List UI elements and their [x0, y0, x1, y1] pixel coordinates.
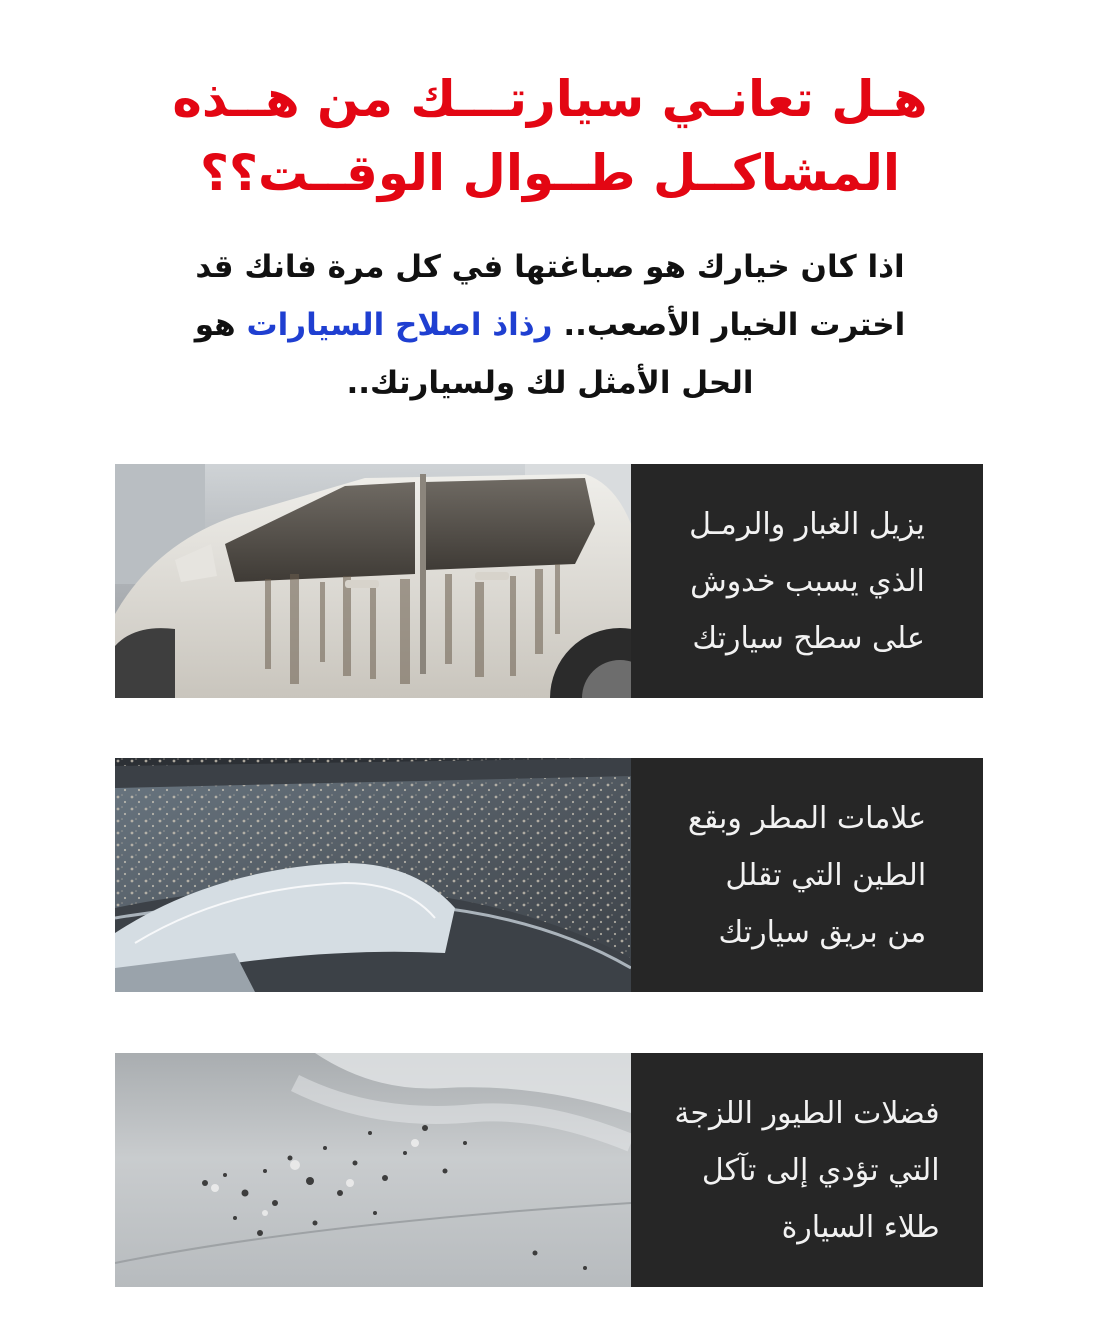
caption-box: [631, 464, 983, 698]
intro-paragraph: [150, 238, 950, 412]
caption-line: فضلات الطيور اللزجة: [674, 1095, 940, 1131]
caption-line: الطين التي تقلل: [725, 857, 927, 893]
caption-line: طلاء السيارة: [781, 1209, 940, 1245]
intro-line-2-end: هو: [194, 307, 247, 343]
bird-droppings-car-hood-photo: [115, 1053, 631, 1287]
problem-card-dust: [115, 464, 983, 698]
headline: [120, 62, 980, 210]
caption-line: يزيل الغبار والرمـل: [689, 506, 925, 542]
headline-line-2: المشاكــل طــوال الوقــت؟؟: [199, 144, 901, 202]
caption-line: الذي يسبب خدوش: [690, 563, 925, 599]
mud-spotted-car-hood-photo: [115, 758, 631, 992]
caption-box: [631, 1053, 983, 1287]
caption-line: على سطح سيارتك: [692, 620, 925, 656]
problem-card-bird-droppings: [115, 1053, 983, 1287]
caption-box: [631, 758, 983, 992]
headline-line-1: هـل تعانـي سيارتـــك من هــذه: [172, 70, 928, 128]
product-name-highlight: رذاذ اصلاح السيارات: [246, 307, 553, 343]
caption-line: علامات المطر وبقع: [687, 800, 927, 836]
intro-line-1: اذا كان خيارك هو صباغتها في كل مرة فانك قد: [195, 249, 905, 285]
dirty-white-suv-photo: [115, 464, 631, 698]
intro-line-3: الحل الأمثل لك ولسيارتك..: [346, 365, 754, 401]
caption-line: من بريق سيارتك: [718, 914, 927, 950]
intro-line-2-start: اخترت الخيار الأصعب..: [552, 307, 906, 343]
caption-line: التي تؤدي إلى تآكل: [701, 1152, 940, 1188]
problem-card-rain-mud: [115, 758, 983, 992]
